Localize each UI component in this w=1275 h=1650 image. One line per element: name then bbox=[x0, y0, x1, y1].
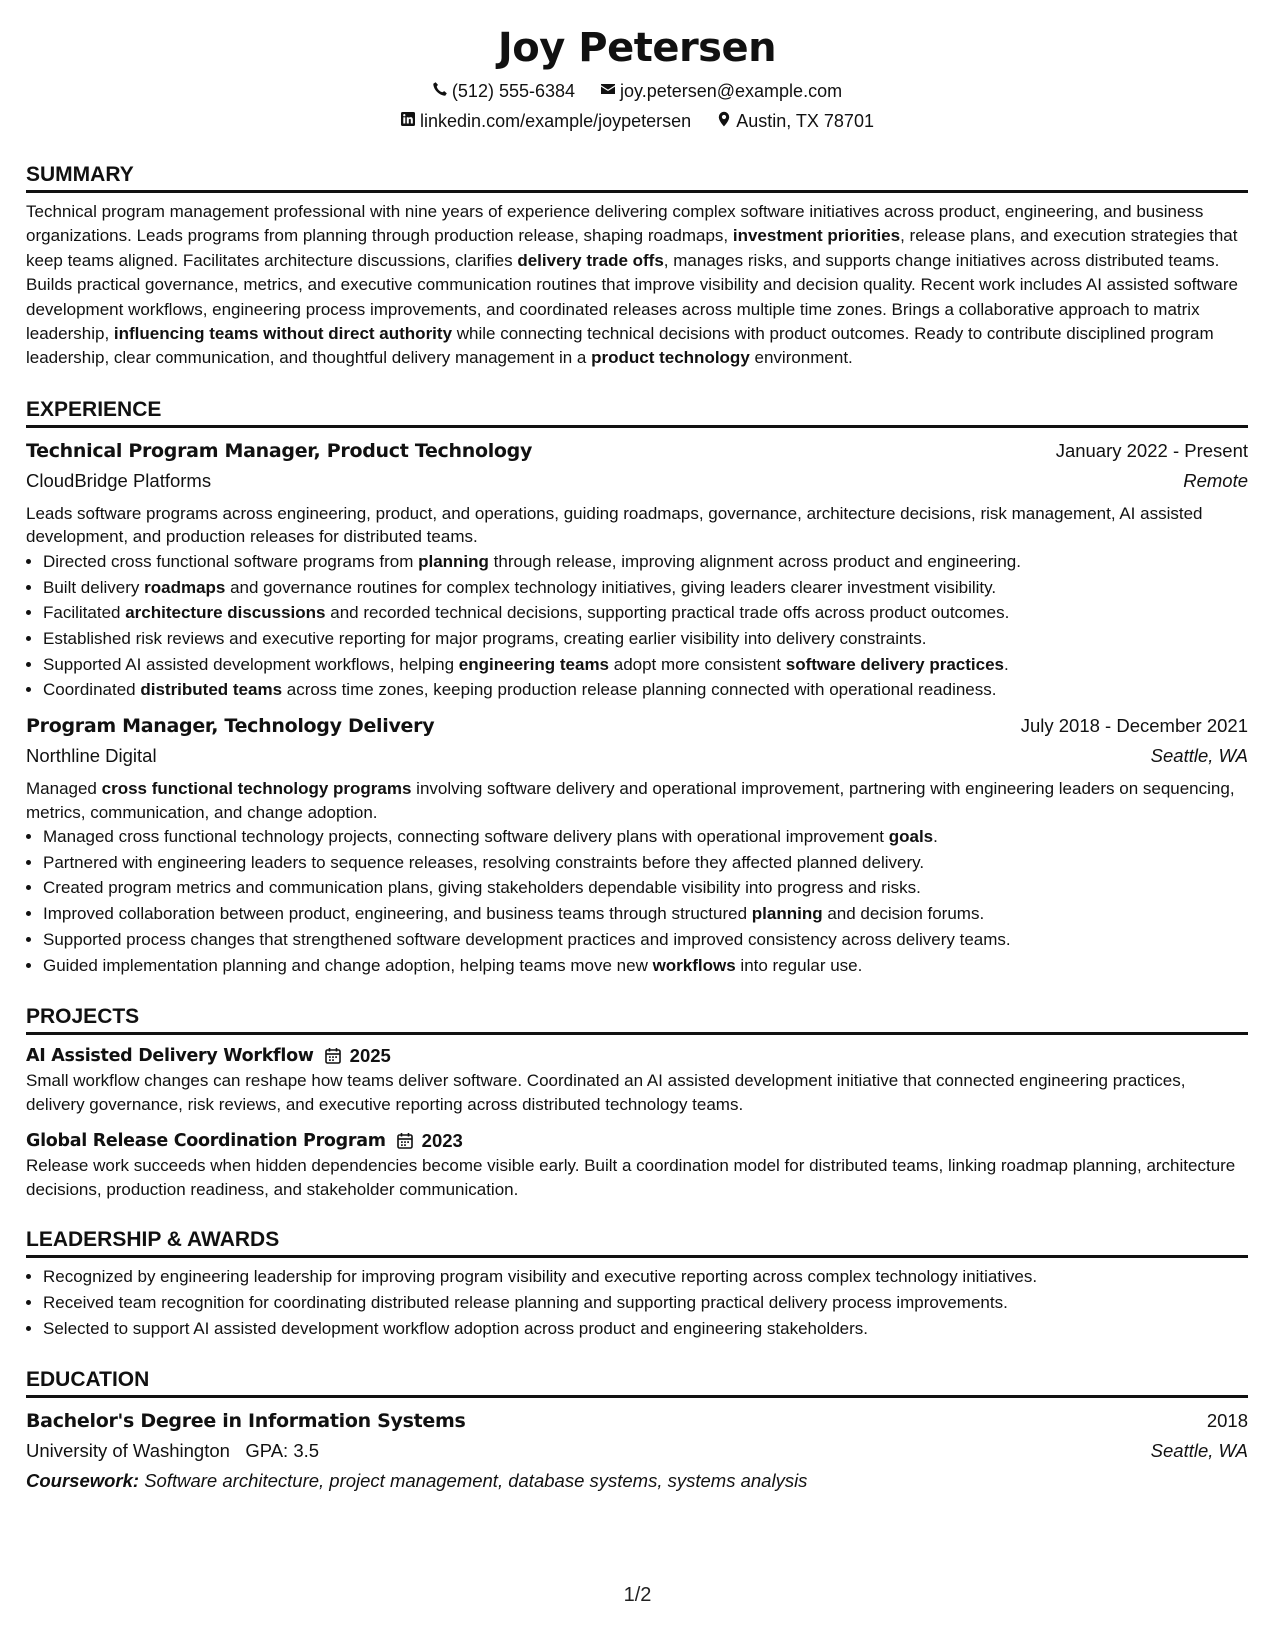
job-location: Remote bbox=[1183, 469, 1248, 491]
job-location: Seattle, WA bbox=[1150, 745, 1248, 767]
phone-contact bbox=[432, 80, 575, 102]
education-entry bbox=[26, 1406, 1248, 1496]
linkedin-contact[interactable] bbox=[400, 110, 691, 132]
job-company: CloudBridge Platforms bbox=[26, 469, 212, 491]
list-item: • Recognized by engineering leadership for improving program visibility and executive reporting across complex technology initiatives. bbox=[43, 1264, 1248, 1290]
list-item: • Partnered with engineering leaders to sequence releases, resolving constraints before they affected planned delivery. bbox=[43, 850, 1248, 876]
page-number: 1/2 bbox=[623, 1584, 652, 1606]
experience-heading: EXPERIENCE bbox=[26, 397, 1248, 428]
list-item: • Guided implementation planning and change adoption, helping teams move new workflows into regular use. bbox=[43, 953, 1248, 979]
list-item: • Directed cross functional software programs from planning through release, improving alignment across product and engineering. bbox=[43, 549, 1248, 575]
job-description: Leads software programs across engineering, product, and operations, guiding roadmaps, governance, architecture decisions, risk management, AI assisted development, and production releases for distributed teams. bbox=[26, 503, 1203, 547]
list-item: • Coordinated distributed teams across time zones, keeping production release planning connected with operational readiness. bbox=[43, 677, 1248, 703]
calendar-icon bbox=[396, 1132, 414, 1150]
email-link[interactable]: joy.petersen@example.com bbox=[620, 81, 843, 101]
list-item: • Managed cross functional technology projects, connecting software delivery plans with operational improvement goals. bbox=[43, 824, 1248, 850]
coursework-text: Software architecture, project management, database systems, systems analysis bbox=[144, 1470, 808, 1492]
list-item: • Supported AI assisted development workflows, helping engineering teams adopt more consistent software delivery practices. bbox=[43, 652, 1248, 678]
candidate-name: Joy Petersen bbox=[497, 25, 777, 71]
job-entry bbox=[26, 436, 1248, 703]
job-company: Northline Digital bbox=[26, 745, 157, 767]
job-bullets bbox=[26, 824, 1248, 978]
envelope-icon bbox=[600, 80, 620, 102]
project-year: 2025 bbox=[349, 1045, 391, 1067]
contact-line-1 bbox=[26, 80, 1248, 102]
school-line bbox=[26, 1436, 319, 1466]
project-entry bbox=[26, 1043, 1248, 1116]
projects-heading: PROJECTS bbox=[26, 1004, 1248, 1035]
linkedin-icon bbox=[400, 110, 420, 132]
school-location: Seattle, WA bbox=[1150, 1440, 1248, 1462]
list-item: • Established risk reviews and executive reporting for major programs, creating earlier visibility into delivery constraints. bbox=[43, 626, 1248, 652]
job-bullets bbox=[26, 549, 1248, 703]
degree-title: Bachelor's Degree in Information Systems bbox=[26, 1410, 466, 1433]
list-item: • Improved collaboration between product, engineering, and business teams through structured planning and decision forums. bbox=[43, 901, 1248, 927]
phone-number: (512) 555-6384 bbox=[451, 81, 576, 101]
project-description: Release work succeeds when hidden dependencies become visible early. Built a coordination model for distributed teams, linking roadmap planning, architecture decisions, production readiness, and stakeholder communication. bbox=[26, 1156, 1236, 1199]
coursework-label: Coursework: bbox=[26, 1470, 140, 1492]
leadership-bullets bbox=[26, 1264, 1248, 1341]
job-entry bbox=[26, 711, 1248, 978]
list-item: • Supported process changes that strengthened software development practices and improved consistency across delivery teams. bbox=[43, 927, 1248, 953]
job-dates: January 2022 - Present bbox=[1055, 439, 1248, 461]
location-text: Austin, TX 78701 bbox=[736, 111, 874, 131]
graduation-year: 2018 bbox=[1206, 1410, 1248, 1432]
project-description: Small workflow changes can reshape how teams deliver software. Coordinated an AI assisted development initiative that connected engineering practices, delivery governance, risk reviews, and executive reporting across distributed technology teams. bbox=[26, 1071, 1186, 1114]
gpa: GPA: 3.5 bbox=[245, 1440, 320, 1462]
list-item: • Selected to support AI assisted development workflow adoption across product and engineering stakeholders. bbox=[43, 1316, 1248, 1342]
list-item: • Received team recognition for coordinating distributed release planning and supporting practical delivery process improvements. bbox=[43, 1290, 1248, 1316]
job-title: Technical Program Manager, Product Technology bbox=[26, 439, 533, 462]
project-entry bbox=[26, 1128, 1248, 1201]
project-title: Global Release Coordination Program bbox=[26, 1131, 386, 1152]
map-pin-icon bbox=[716, 110, 736, 132]
resume-page bbox=[26, 22, 1248, 1496]
job-title: Program Manager, Technology Delivery bbox=[26, 715, 435, 738]
contact-line-2 bbox=[26, 110, 1248, 132]
leadership-heading: LEADERSHIP & AWARDS bbox=[26, 1227, 1248, 1258]
education-heading: EDUCATION bbox=[26, 1367, 1248, 1398]
email-contact[interactable] bbox=[600, 80, 842, 102]
list-item: • Built delivery roadmaps and governance routines for complex technology initiatives, giving leaders clearer investment visibility. bbox=[43, 575, 1248, 601]
job-description: Managed cross functional technology programs involving software delivery and operational improvement, partnering with engineering leaders on sequencing, metrics, communication, and change adoption. bbox=[26, 779, 1235, 822]
project-title: AI Assisted Delivery Workflow bbox=[26, 1046, 314, 1067]
calendar-icon bbox=[324, 1047, 342, 1065]
project-year: 2023 bbox=[421, 1130, 463, 1152]
phone-icon bbox=[432, 80, 452, 102]
summary-heading: SUMMARY bbox=[26, 162, 1248, 193]
summary-paragraph: Technical program management professional with nine years of experience delivering complex software initiatives across product, engineering, and business organizations. Leads programs from planning through production release, shaping roadmaps, investment priorities, release plans, and execution strategies that keep teams aligned. Facilitates architecture discussions, clarifies delivery trade offs, manages risks, and supports change initiatives across distributed teams. Builds practical governance, metrics, and executive communication routines that improve visibility and decision quality. Recent work includes AI assisted software development workflows, engineering process improvements, and coordinated releases across multiple time zones. Brings a collaborative approach to matrix leadership, influencing teams without direct authority while connecting technical decisions with product outcomes. Ready to contribute disciplined program leadership, clear communication, and thoughtful delivery management in a product technology environment. bbox=[26, 202, 1238, 368]
coursework-line bbox=[26, 1466, 1248, 1496]
list-item: • Created program metrics and communication plans, giving stakeholders dependable visibility into progress and risks. bbox=[43, 875, 1248, 901]
list-item: • Facilitated architecture discussions and recorded technical decisions, supporting practical trade offs across product outcomes. bbox=[43, 600, 1248, 626]
location-contact bbox=[716, 110, 874, 132]
linkedin-link[interactable]: linkedin.com/example/joypetersen bbox=[420, 111, 692, 131]
job-dates: July 2018 - December 2021 bbox=[1020, 715, 1248, 737]
school-name: University of Washington bbox=[26, 1440, 230, 1462]
